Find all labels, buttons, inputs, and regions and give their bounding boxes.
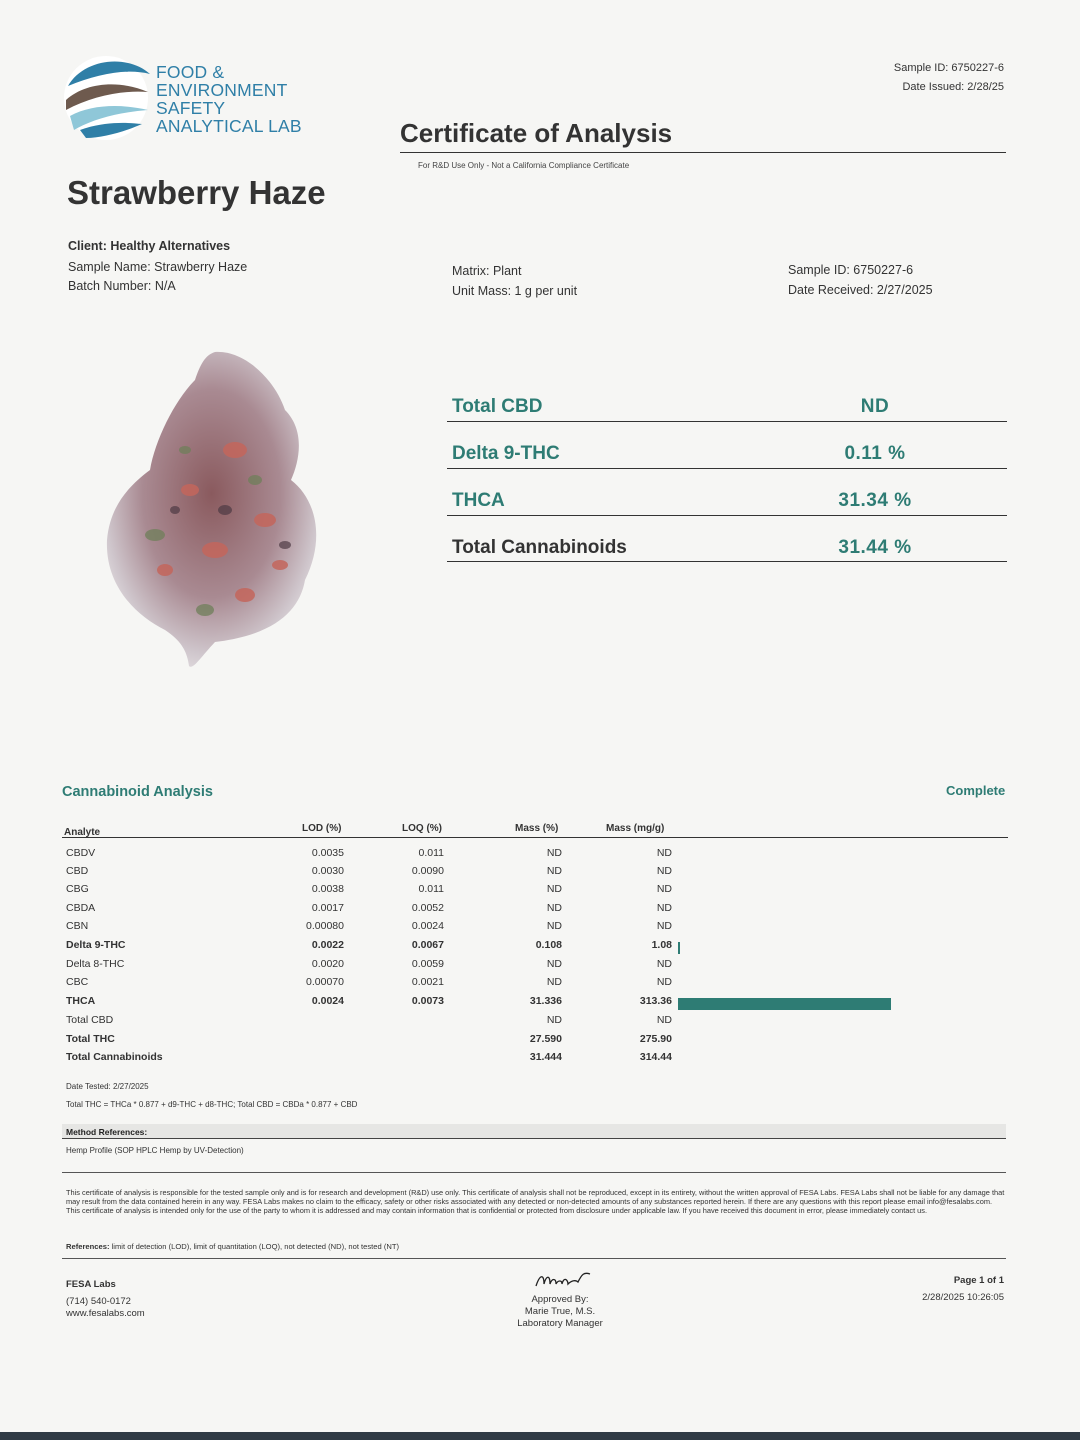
mass-mg-cell: ND [656, 976, 672, 988]
summary-thca-label: THCA [452, 490, 505, 511]
summary-thca-value: 31.34 % [838, 490, 912, 511]
mass-pct-cell: ND [546, 920, 562, 932]
analyte-cell: THCA [66, 995, 96, 1007]
summary-delta9-label: Delta 9-THC [452, 443, 560, 464]
analyte-cell: CBD [66, 865, 89, 877]
loq-cell: 0.011 [418, 847, 444, 859]
analyte-cell: CBDV [66, 847, 96, 859]
lod-cell: 0.0017 [311, 902, 344, 914]
references [66, 1242, 399, 1251]
lod-cell: 0.00080 [306, 920, 344, 932]
sample-name: Sample Name: Strawberry Haze [68, 260, 248, 274]
mass-pct-cell: 31.336 [529, 995, 562, 1007]
mass-mg-cell: ND [656, 920, 672, 932]
mass-mg-cell: ND [656, 902, 672, 914]
method-references-text: Hemp Profile (SOP HPLC Hemp by UV-Detection) [66, 1146, 244, 1155]
matrix: Matrix: Plant [452, 264, 522, 278]
table-row [0, 902, 1080, 920]
mass-mg-cell: ND [656, 847, 672, 859]
mass-pct-cell: 27.590 [529, 1033, 562, 1045]
lab-logo-icon [62, 52, 154, 144]
table-row [0, 1014, 1080, 1032]
table-row [0, 1033, 1080, 1051]
mass-mg-cell: ND [656, 865, 672, 877]
lod-cell: 0.0035 [311, 847, 344, 859]
mass-mg-cell: 275.90 [639, 1033, 672, 1045]
product-name: Strawberry Haze [67, 174, 326, 211]
loq-cell: 0.0021 [411, 976, 444, 988]
mass-bar [678, 998, 891, 1010]
table-row [0, 865, 1080, 883]
mass-mg-cell: ND [656, 958, 672, 970]
mass-mg-cell: ND [656, 883, 672, 895]
lod-cell: 0.0020 [311, 958, 344, 970]
column-header-analyte: Analyte [64, 827, 101, 838]
analyte-cell: Total Cannabinoids [66, 1051, 163, 1063]
table-row [0, 995, 1080, 1013]
table-row [0, 1051, 1080, 1069]
references-label: References: [66, 1242, 110, 1251]
mass-pct-cell: ND [546, 958, 562, 970]
analyte-cell: Delta 8-THC [66, 958, 125, 970]
batch-number: Batch Number: N/A [68, 279, 176, 293]
lod-cell: 0.00070 [306, 976, 344, 988]
lod-cell: 0.0024 [311, 995, 344, 1007]
mass-pct-cell: ND [546, 865, 562, 877]
column-header-lod: LOD (%) [302, 823, 342, 834]
column-header-mass-mg: Mass (mg/g) [606, 823, 665, 834]
loq-cell: 0.0067 [411, 939, 444, 951]
table-row [0, 883, 1080, 901]
lab-name-line-1: FOOD & [156, 62, 225, 82]
mass-pct-cell: 0.108 [535, 939, 562, 951]
table-row [0, 847, 1080, 865]
table-row [0, 939, 1080, 957]
table-row [0, 920, 1080, 938]
references-text: limit of detection (LOD), limit of quantitation (LOQ), not detected (ND), not tested (NT) [111, 1242, 400, 1251]
analyte-cell: CBG [66, 883, 89, 895]
loq-cell: 0.011 [418, 883, 444, 895]
analysis-title: Cannabinoid Analysis [62, 784, 213, 800]
summary-total-cbd-value: ND [860, 396, 890, 417]
approved-by-label: Approved By: [531, 1294, 589, 1305]
analyte-cell: CBC [66, 976, 89, 988]
lod-cell: 0.0030 [311, 865, 344, 877]
footer-website: www.fesalabs.com [66, 1308, 145, 1319]
loq-cell: 0.0052 [411, 902, 444, 914]
loq-cell: 0.0073 [411, 995, 444, 1007]
date-tested: Date Tested: 2/27/2025 [66, 1082, 149, 1091]
footer-divider [62, 1258, 1006, 1259]
summary-divider [447, 468, 1007, 469]
footer-lab-name: FESA Labs [66, 1279, 116, 1290]
mass-pct-cell: ND [546, 1014, 562, 1026]
footer-phone: (714) 540-0172 [66, 1296, 131, 1307]
disclaimer-text: This certificate of analysis is responsible for the tested sample only and is for research and development (R&D) use only. This certificate of analysis shall not be reproduced, except in its entirety, without the written approval of FESA Labs. FESA Labs shall not be liable for any damage that may result from the data contained herein in any way. FESA Labs makes no claim to the efficacy, safety or other risks associated with any detected or non-detected amounts of any substances reported herein. If there are any questions with this report please email info@fesalabs.com. This certificate of analysis is intended only for the use of the party to whom it is addressed and may contain information that is confidential or protected from disclosure under applicable law. If you have received this document in error, please immediately contact us. [66, 1188, 1005, 1216]
table-header-divider [62, 837, 1008, 838]
header-divider [400, 152, 1006, 153]
photo-edge-shadow [0, 1432, 1080, 1440]
mass-pct-cell: ND [546, 883, 562, 895]
mass-mg-cell: 313.36 [639, 995, 672, 1007]
document-title: Certificate of Analysis [400, 118, 673, 148]
lod-cell: 0.0022 [311, 939, 344, 951]
lab-logo [62, 52, 312, 144]
lod-cell: 0.0038 [311, 883, 344, 895]
column-header-mass-pct: Mass (%) [515, 823, 559, 834]
mass-mg-cell: 314.44 [639, 1051, 672, 1063]
analyte-cell: Total CBD [66, 1014, 114, 1026]
lab-name-line-3: SAFETY [156, 98, 226, 118]
analysis-status: Complete [946, 783, 1006, 798]
mass-mg-cell: 1.08 [651, 939, 672, 951]
mass-mg-cell: ND [656, 1014, 672, 1026]
client-name: Client: Healthy Alternatives [68, 239, 231, 253]
loq-cell: 0.0059 [411, 958, 444, 970]
date-received: Date Received: 2/27/2025 [788, 283, 933, 297]
analyte-cell: CBN [66, 920, 89, 932]
summary-total-cannabinoids-label: Total Cannabinoids [452, 537, 627, 558]
page-number: Page 1 of 1 [953, 1275, 1004, 1286]
mass-pct-cell: ND [546, 902, 562, 914]
analyte-cell: CBDA [66, 902, 96, 914]
total-formula: Total THC = THCa * 0.877 + d9-THC + d8-THC; Total CBD = CBDa * 0.877 + CBD [66, 1100, 358, 1109]
mass-bar [678, 942, 680, 954]
approver-name: Marie True, M.S. [524, 1306, 596, 1317]
signature [534, 1266, 594, 1294]
analyte-cell: Delta 9-THC [66, 939, 126, 951]
disclaimer-divider [62, 1172, 1006, 1173]
sample-id: Sample ID: 6750227-6 [788, 263, 914, 277]
table-row [0, 976, 1080, 994]
unit-mass: Unit Mass: 1 g per unit [452, 284, 578, 298]
analyte-cell: Total THC [66, 1033, 115, 1045]
loq-cell: 0.0090 [411, 865, 444, 877]
mass-pct-cell: 31.444 [529, 1051, 562, 1063]
lab-name-line-2: ENVIRONMENT [156, 80, 288, 100]
loq-cell: 0.0024 [411, 920, 444, 932]
mass-pct-cell: ND [546, 976, 562, 988]
table-row [0, 958, 1080, 976]
column-header-loq: LOQ (%) [402, 823, 442, 834]
report-timestamp: 2/28/2025 10:26:05 [922, 1292, 1004, 1303]
mass-pct-cell: ND [546, 847, 562, 859]
summary-delta9-value: 0.11 % [844, 443, 906, 464]
lab-name-line-4: ANALYTICAL LAB [156, 116, 302, 136]
header-sample-id: Sample ID: 6750227-6 [893, 62, 1004, 74]
approver-title: Laboratory Manager [517, 1318, 603, 1329]
summary-divider [447, 561, 1007, 562]
method-references-bar [62, 1124, 1006, 1139]
header-date-issued: Date Issued: 2/28/25 [902, 81, 1004, 93]
document-subtitle: For R&D Use Only - Not a California Compliance Certificate [418, 161, 630, 170]
summary-divider [447, 515, 1007, 516]
product-photo [95, 340, 345, 680]
method-references-label: Method References: [66, 1127, 148, 1137]
summary-total-cannabinoids-value: 31.44 % [838, 537, 912, 558]
summary-divider [447, 421, 1007, 422]
summary-total-cbd-label: Total CBD [452, 396, 543, 417]
